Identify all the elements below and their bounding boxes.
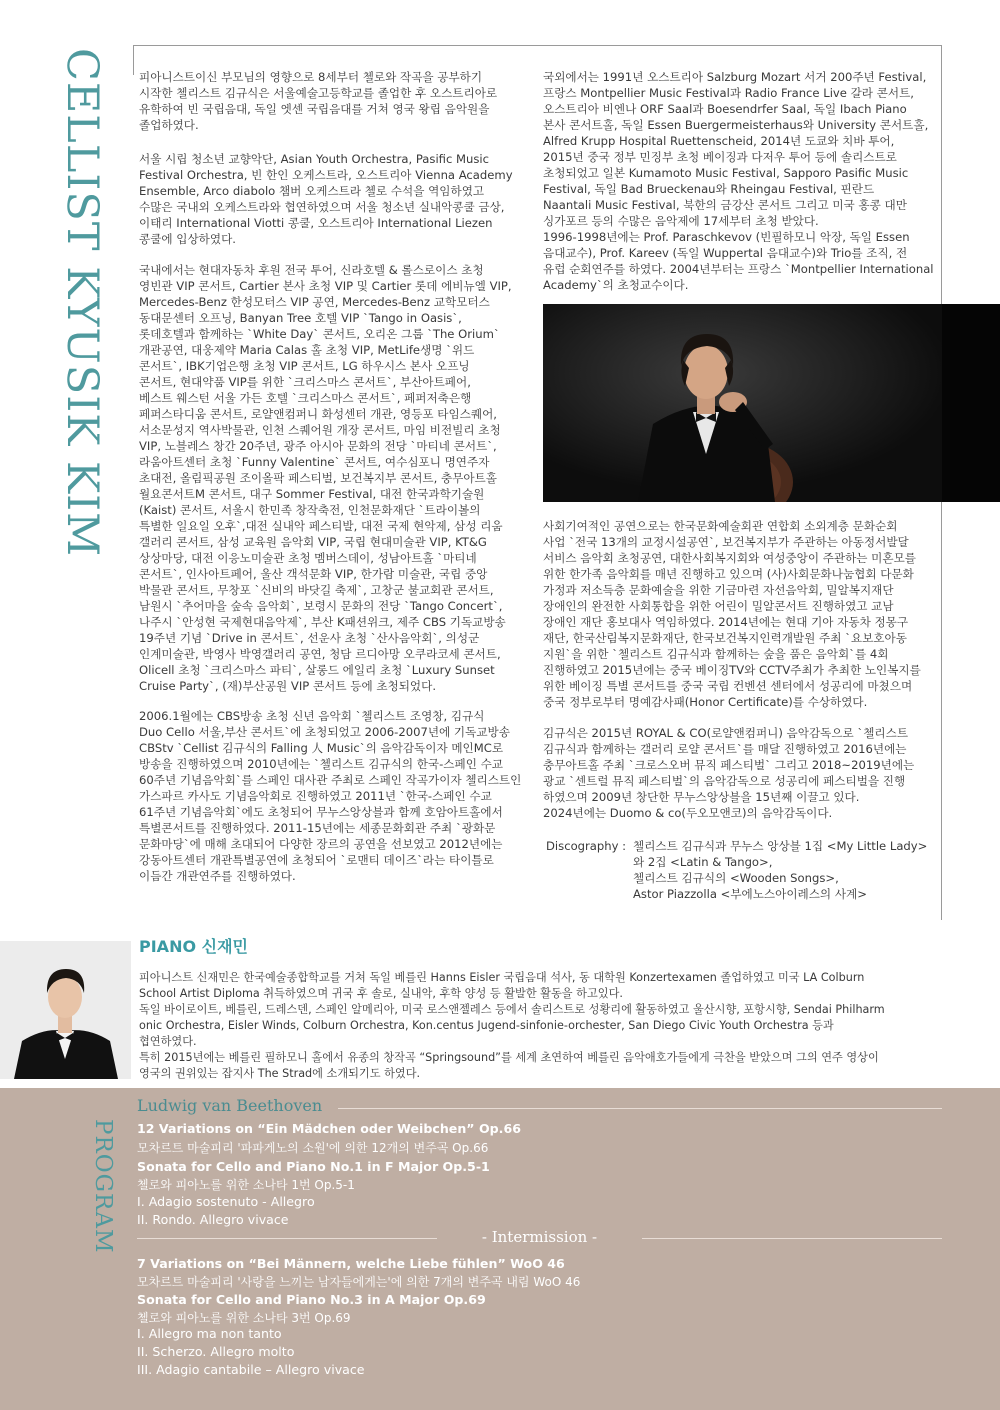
program-work-korean: 모차르트 마술피리 '파파게노의 소원'에 의한 12개의 변주곡 Op.66 <box>137 1141 489 1155</box>
bio-right-paragraph-4: 김규식은 2015년 ROYAL & CO(로얄앤컴퍼니) 음악감독으로 `첼리스트 김규식과 함께하는 갤러리 로얄 콘서트`를 매달 진행하였고 2016년에는 충무아트홀 주최 `크로스오버 뮤직 페스티벌` 그리고 2018~2019년에는 광교 `센트럴 뮤직 페스티벌`의 음악감독으로 성공리에 페스티벌을 진행 하였으며 2009년 창단한 무누스앙상블을 15년째 이끌고 있다. 2024년에는 Duomo & co(두오모앤코)의 음악감독이다. <box>543 726 915 820</box>
discography-item: 첼리스트 김규식과 무누스 앙상블 1집 <My Little Lady> <box>633 839 928 853</box>
composer-name: Ludwig van Beethoven <box>137 1096 323 1115</box>
bio-right-paragraph-3: 사회기여적인 공연으로는 한국문화예술회관 연합회 소외계층 문화순회 사업 `전국 13개의 교정시설공연`, 보건복지부가 주관하는 아동정서발달 서비스 음악회 초청공연, 대한사회복지회와 여성중앙이 주관하는 미혼모를 위한 한가족 음악회를 매년 진행하고 있으며 (사)사회문화나눔협회 다문화 가정과 저소득층 문화예술을 위한 기금마련 자선음악회, 밀알복지재단 장애인의 완전한 사회통합을 위한 어린이 밀알콘서트 진행하였고 교남 장애인 재단 홍보대사 역임하였다. 2014년에는 현대 기아 자동차 정몽구 재단, 한국산림복지문화재단, 한국보건복지인력개발원 주최 `요보호아동 지원`을 위한 `첼리스트 김규식과 함께하는 숲을 품은 음악회`를 4회 진행하였고 2015년에는 중국 베이징TV와 CCTV주최가 추최한 노인복지를 위한 베이징 특별 콘서트를 중국 국립 컨벤션 센터에서 성공리에 마쳤으며 중국 정부로부터 명예감사패(Honor Certificate)를 수상하였다. <box>543 519 921 709</box>
program-movement: I. Adagio sostenuto - Allegro <box>137 1194 315 1209</box>
pianist-photo-illustration <box>0 941 131 1079</box>
pianist-photo <box>0 941 131 1079</box>
program-movement: III. Adagio cantabile – Allegro vivace <box>137 1362 365 1377</box>
program-work-korean: 모차르트 마술피리 '사랑을 느끼는 남자들에게는'에 의한 7개의 변주곡 내림 WoO 46 <box>137 1275 581 1289</box>
bio-right-paragraph-1: 국외에서는 1991년 오스트리아 Salzburg Mozart 서거 200주년 Festival, 프랑스 Montpellier Music Festival과 Radio France Live 갈라 콘서트, 오스트리아 비엔나 ORF Saal과 Boesendrfer Saal, 독일 Ibach Piano 본사 콘서트홀, 독일 Essen Buergermeisterhaus와 University 콘서트홀, Alfred Krupp Hospital Ruettenscheid, 2014년 도쿄와 치바 투어, 2015년 중국 정부 민징부 초청 베이징과 다저우 투어 등에 솔리스트로 초청되었고 일본 Kumamoto Music Festival, Sapporo Pasific Music Festival, 독일 Bad Brueckenau와 Rheingau Festival, 핀란드 Naantali Music Festival, 북한의 금강산 콘서트 그리고 미국 홍콩 대만 싱가포르 등의 수많은 음악제에 17세부터 초청 받았다. <box>543 70 929 228</box>
program-work-korean: 첼로와 피아노를 위한 소나타 3번 Op.69 <box>137 1311 351 1325</box>
bio-left-paragraph-2: 서울 시립 청소년 교향악단, Asian Youth Orchestra, Pasific Music Festival Orchestra, 빈 한인 오케스트라, 오스트리아 Vienna Academy Ensemble, Arco diabolo 챔버 오케스트라 첼로 수석을 역임하였고 수많은 국내외 오케스트라와 협연하였으며 서울 청소년 실내악콩쿨 금상, 이태리 International Viotti 콩쿨, 오스트리아 International Liezen 콩쿨에 입상하였다. <box>139 152 513 246</box>
cellist-name-vertical <box>57 47 107 558</box>
discography-label: Discography : <box>546 839 627 853</box>
cellist-name-text: CELLIST KYUSIK KIM <box>57 47 107 558</box>
decorative-black-bar <box>942 304 1000 502</box>
piano-heading-instrument: PIANO <box>139 937 197 956</box>
program-work-title: Sonata for Cello and Piano No.3 in A Major Op.69 <box>137 1292 486 1307</box>
program-title-text: PROGRAM <box>90 1118 116 1254</box>
discography-item: 와 2집 <Latin & Tango>, <box>633 855 773 869</box>
piano-heading-name: 신재민 <box>201 937 249 956</box>
composer-divider <box>338 1108 942 1109</box>
bio-left-paragraph-4: 2006.1월에는 CBS방송 초청 신년 음악회 `첼리스트 조영창, 김규식 Duo Cello 서울,부산 콘서트`에 초청되었고 2006-2007년에 기독교방송 CBStv `Cellist 김규식의 Falling 人 Music`의 음악감독이자 메인MC로 방송을 진행하였으며 2010년에는 `첼리스트 김규식의 한국-스페인 수교 60주년 기념음악회`를 스페인 대사관 주최로 스페인 작곡가이자 첼리스트인 가스파르 카사도 기념음악회로 진행하였고 2011년 `한국-스페인 수교 61주년 기념음악회`에도 초청되어 무누스앙상블과 함께 호암아트홀에서 특별콘서트를 진행하였다. 2011-15년에는 세종문화회관 주최 `광화문 문화마당`에 매해 초대되어 다양한 장르의 공연을 선보였고 2012년에는 강동아트센터 개관특별공연에 초청되어 `로맨티 데이즈`라는 타이틀로 이듬간 개관연주를 진행하였다. <box>139 709 522 883</box>
frame-top-line <box>133 45 942 46</box>
bio-left-paragraph-3: 국내에서는 현대자동차 후원 전국 투어, 신라호텔 & 롤스로이스 초청 영빈관 VIP 콘서트, Cartier 본사 초청 VIP 및 Cartier 롯데 에비뉴엘 VIP, Mercedes-Benz 한성모터스 VIP 공연, Mercedes-Benz 교학모터스 동대문센터 오프닝, Banyan Tree 호텔 VIP `Tango in Oasis`, 롯데호텔과 함께하는 `White Day` 콘서트, 오리온 그룹 `The Orium` 개관공연, 대웅제약 Maria Calas 홀 초청 VIP, MetLife생명 `위드 콘서트`, IBK기업은행 초청 VIP 콘서트, LG 하우시스 본사 오프닝 콘서트, 현대약품 VIP를 위한 `크리스마스 콘서트`, 부산아트페어, 베스트 웨스턴 서울 가든 호텔 `크리스마스 콘서트`, 페퍼저축은행 페퍼스타디움 콘서트, 로얄앤컴퍼니 화성센터 개관, 영등포 타임스퀘어, 서소문성지 역사박물관, 인천 스퀘어원 개장 콘서트, 마임 비전빌리 초청 VIP, 노블레스 창간 20주년, 광주 아시아 문화의 전당 `마티네 콘서트`, 라움아트센터 초청 `Funny Valentine` 콘서트, 여수심포니 명연주자 초대전, 올림픽공원 조이올팍 페스티벌, 보건복지부 콘서트, 충무아트홀 월요콘서트M 콘서트, 대구 Sommer Festival, 대전 한국과학기술원 (Kaist) 콘서트, 서울시 한민족 창작축전, 인천문화재단 `트라이볼의 특별한 일요일 오후`,대전 실내악 페스티발, 대전 국제 현악제, 삼성 리움 갤러리 콘서트, 삼성 교육원 음악회 VIP, 국립 현대미술관 VIP, KT&G 상상마당, 대전 이응노미술관 초청 멤버스데이, 성남아트홀 `마티네 콘서트`, 인사아트페어, 울산 객석문화 VIP, 한가람 미술관, 국립 중앙 박물관 콘서트, 무창포 `신비의 바닷길 축제`, 고창군 불교회관 콘서트, 남원시 `추어마을 숲속 음악회`, 보령시 문화의 전당 `Tango Concert`, 나주시 `안성현 국제현대음악제`, 부산 K패션위크, 제주 CBS 기독교방송 19주년 기념 `Drive in 콘서트`, 선운사 초청 `산사음악회`, 의성군 인계미술관, 박영사 박영갤러리 공연, 청담 르디아망 오쿠라코세 콘서트, Olicell 초청 `크리스마스 파티`, 살롱드 에일리 초청 `Luxury Sunset Cruise Party`, (재)부산공원 VIP 콘서트 등에 초청되었다. <box>139 263 512 693</box>
cellist-photo <box>543 304 942 502</box>
intermission-divider <box>137 1228 942 1248</box>
program-work-title: 12 Variations on “Ein Mädchen oder Weibchen” Op.66 <box>137 1121 521 1136</box>
discography-list <box>633 838 927 902</box>
discography-item: Astor Piazzolla <부에노스아이레스의 사계> <box>633 887 867 901</box>
cellist-photo-illustration <box>543 304 942 502</box>
intermission-label: - Intermission - <box>481 1228 598 1246</box>
piano-heading <box>139 934 248 957</box>
frame-left-line <box>133 45 134 75</box>
pianist-bio: 피아니스트 신재민은 한국예술종합학교를 거쳐 독일 베를린 Hanns Eisler 국립음대 석사, 동 대학원 Konzertexamen 졸업하였고 미국 LA Colburn School Artist Diploma 취득하였으며 귀국 후 솔로, 실내악, 후학 양성 등 활발한 활동을 하고있다. 독일 바이로이트, 베를린, 드레스덴, 스페인 알메리아, 미국 로스앤젤레스 등에서 솔리스트로 성황리에 활동하였고 울산시향, 포항시향, Sendai Philharm onic Orchestra, Eisler Winds, Colburn Orchestra, Kon.centus Jugend-sinfonie-orchester, San Diego Civic Youth Orchestra 등과 협연하였다. 특히 2015년에는 베를린 필하모니 홀에서 유종의 창작곡 “Springsound”를 세계 초연하여 베를린 음악애호가들에게 극찬을 받았으며 그의 연주 영상이 영국의 권위있는 잡지사 The Strad에 소개되기도 하였다. <box>139 971 885 1080</box>
bio-left-paragraph-1: 피아니스트이신 부모님의 영향으로 8세부터 첼로와 작곡을 공부하기 시작한 첼리스트 김규식은 서울예술고등학교를 졸업한 후 오스트리아로 유학하여 빈 국립음대, 독일 엣센 국립음대를 거쳐 영국 왕립 음악원을 졸업하였다. <box>139 70 498 132</box>
program-movement: II. Rondo. Allegro vivace <box>137 1212 289 1227</box>
program-work-title: Sonata for Cello and Piano No.1 in F Major Op.5-1 <box>137 1159 490 1174</box>
program-work-title: 7 Variations on “Bei Männern, welche Liebe fühlen” WoO 46 <box>137 1256 565 1271</box>
bio-right-paragraph-2: 1996-1998년에는 Prof. Paraschkevov (빈필하모니 악장, 독일 Essen 음대교수), Prof. Kareev (독일 Wuppertal 음대교수)와 Trio를 조직, 전 유럽 순회연주를 하였다. 2004년부터는 프랑스 `Montpellier International Academy`의 초청교수이다. <box>543 230 934 292</box>
program-work-korean: 첼로와 피아노를 위한 소나타 1번 Op.5-1 <box>137 1178 355 1192</box>
program-title-vertical <box>86 1103 120 1269</box>
program-movement: I. Allegro ma non tanto <box>137 1326 282 1341</box>
discography-item: 첼리스트 김규식의 <Wooden Songs>, <box>633 871 839 885</box>
program-movement: II. Scherzo. Allegro molto <box>137 1344 295 1359</box>
